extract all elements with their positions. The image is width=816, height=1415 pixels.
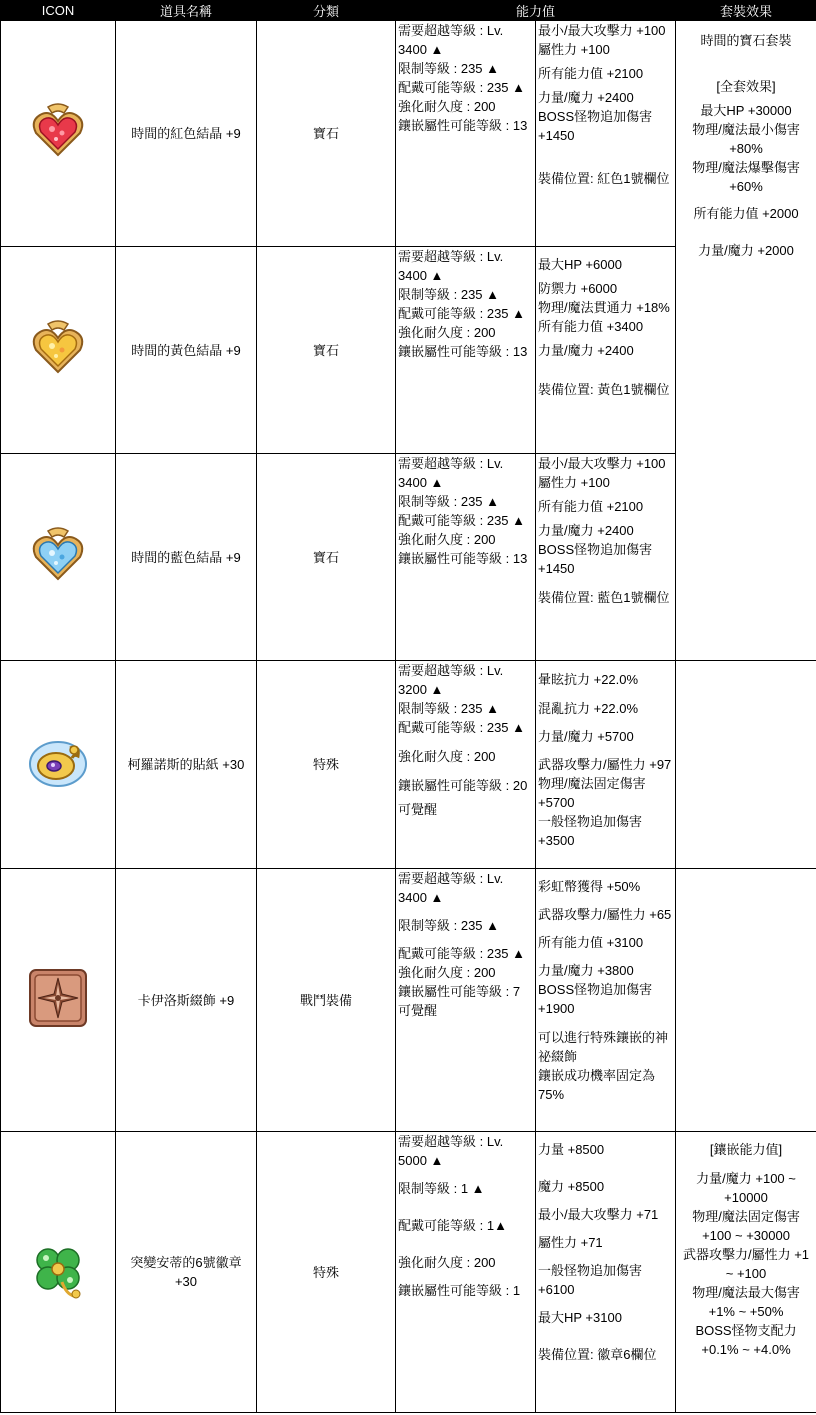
req-line: 需要超越等級 : Lv. 5000 ▲ (398, 1134, 504, 1168)
req-line: 配戴可能等級 : 235 ▲ (398, 80, 526, 95)
req-line: 鑲嵌屬性可能等級 : 13 (398, 551, 528, 566)
stat-line: 武器攻擊力/屬性力 +97 (538, 757, 672, 772)
stat-line: BOSS怪物追加傷害 +1450 (538, 542, 653, 576)
item-category: 寶石 (257, 454, 396, 661)
req-line: 鑲嵌屬性可能等級 : 13 (398, 344, 528, 359)
stat-line: 最小/最大攻擊力 +100 (538, 23, 666, 38)
stat-line: 力量/魔力 +2400 (538, 343, 634, 358)
requirements-cell (396, 454, 536, 661)
stat-line: 物理/魔法固定傷害 +5700 (538, 776, 646, 810)
set-effect-line: 武器攻擊力/屬性力 +1 ~ +100 (682, 1247, 810, 1281)
item-name: 柯羅諾斯的貼紙 +30 (116, 661, 257, 869)
stat-line: 裝備位置: 徽章6欄位 (538, 1347, 657, 1362)
stat-line: BOSS怪物追加傷害 +1450 (538, 109, 653, 143)
req-line: 鑲嵌屬性可能等級 : 13 (398, 118, 528, 133)
set-inlay-label: [鑲嵌能力值] (709, 1142, 783, 1157)
set-effect-line: 所有能力值 +2000 (693, 206, 799, 221)
stat-line: 武器攻擊力/屬性力 +65 (538, 907, 672, 922)
header-stats: 能力值 (396, 1, 676, 21)
req-line: 限制等級 : 235 ▲ (398, 918, 500, 933)
stat-line: 一般怪物追加傷害 +6100 (538, 1263, 643, 1297)
req-line: 可覺醒 (398, 1003, 438, 1018)
requirements-cell (396, 869, 536, 1132)
set-full-label: [全套效果] (716, 79, 776, 94)
req-line: 可覺醒 (398, 802, 438, 817)
req-line: 強化耐久度 : 200 (398, 1255, 496, 1270)
stat-line: 防禦力 +6000 (538, 281, 618, 296)
icon-cell (1, 454, 116, 661)
req-line: 鑲嵌屬性可能等級 : 20 (398, 778, 528, 793)
stat-line: 所有能力值 +3100 (538, 935, 644, 950)
req-line: 限制等級 : 235 ▲ (398, 287, 500, 302)
header-item-name: 道具名稱 (116, 1, 257, 21)
header-set-effect: 套裝效果 (676, 1, 816, 21)
stat-line: 力量/魔力 +5700 (538, 729, 634, 744)
set-effect-cell (676, 21, 816, 661)
req-line: 配戴可能等級 : 235 ▲ (398, 306, 526, 321)
stat-line: 力量/魔力 +3800 (538, 963, 634, 978)
stat-line: 力量/魔力 +2400 (538, 90, 634, 105)
header-row (1, 1, 816, 21)
red-time-crystal-icon (26, 99, 90, 163)
req-line: 強化耐久度 : 200 (398, 749, 496, 764)
blue-time-crystal-icon (26, 523, 90, 587)
stat-line: 最大HP +3100 (538, 1310, 622, 1325)
stat-line: 鑲嵌成功機率固定為75% (538, 1068, 656, 1102)
set-effect-line: 力量/魔力 +2000 (698, 243, 794, 258)
stat-line: 裝備位置: 紅色1號欄位 (538, 171, 670, 186)
table-row (1, 21, 816, 247)
clover-badge-icon (26, 1238, 90, 1302)
stats-cell (536, 661, 676, 869)
req-line: 強化耐久度 : 200 (398, 965, 496, 980)
stat-line: 屬性力 +100 (538, 42, 610, 57)
stat-line: BOSS怪物追加傷害 +1900 (538, 982, 653, 1016)
stat-line: 力量/魔力 +2400 (538, 523, 634, 538)
req-line: 配戴可能等級 : 235 ▲ (398, 720, 526, 735)
requirements-cell (396, 21, 536, 247)
stat-line: 物理/魔法貫通力 +18% (538, 300, 670, 315)
req-line: 需要超越等級 : Lv. 3200 ▲ (398, 663, 504, 697)
stat-line: 最大HP +6000 (538, 257, 622, 272)
stat-line: 裝備位置: 黃色1號欄位 (538, 382, 670, 397)
item-name: 時間的黃色結晶 +9 (116, 247, 257, 454)
req-line: 限制等級 : 235 ▲ (398, 61, 500, 76)
item-name: 時間的紅色結晶 +9 (116, 21, 257, 247)
icon-cell (1, 1132, 116, 1413)
req-line: 限制等級 : 1 ▲ (398, 1181, 485, 1196)
req-line: 配戴可能等級 : 235 ▲ (398, 513, 526, 528)
stat-line: 裝備位置: 藍色1號欄位 (538, 590, 670, 605)
item-name: 突變安蒂的6號徽章 +30 (116, 1132, 257, 1413)
icon-cell (1, 661, 116, 869)
item-category: 寶石 (257, 247, 396, 454)
kaiross-ornament-icon (26, 966, 90, 1030)
set-effect-line: 物理/魔法爆擊傷害 +60% (692, 160, 800, 194)
req-line: 強化耐久度 : 200 (398, 325, 496, 340)
icon-cell (1, 21, 116, 247)
stat-line: 混亂抗力 +22.0% (538, 701, 639, 716)
table-row (1, 661, 816, 869)
req-line: 配戴可能等級 : 1▲ (398, 1218, 507, 1233)
req-line: 配戴可能等級 : 235 ▲ (398, 946, 526, 961)
req-line: 需要超越等級 : Lv. 3400 ▲ (398, 871, 504, 905)
stat-line: 可以進行特殊鑲嵌的神祕綴飾 (538, 1030, 669, 1064)
icon-cell (1, 869, 116, 1132)
stat-line: 彩虹幣獲得 +50% (538, 879, 641, 894)
set-effect-empty (676, 869, 816, 1132)
header-category: 分類 (257, 1, 396, 21)
set-effect-line: 物理/魔法最大傷害 +1% ~ +50% (692, 1285, 800, 1319)
set-effect-line: 物理/魔法固定傷害 +100 ~ +30000 (692, 1209, 800, 1243)
req-line: 需要超越等級 : Lv. 3400 ▲ (398, 23, 504, 57)
set-effect-line: 力量/魔力 +100 ~ +10000 (696, 1171, 796, 1205)
stat-line: 最小/最大攻擊力 +100 (538, 456, 666, 471)
stat-line: 所有能力值 +2100 (538, 66, 644, 81)
stats-cell (536, 454, 676, 661)
set-effect-line: BOSS怪物支配力 +0.1% ~ +4.0% (695, 1323, 797, 1357)
item-name: 時間的藍色結晶 +9 (116, 454, 257, 661)
header-icon: ICON (1, 1, 116, 21)
requirements-cell (396, 1132, 536, 1413)
stats-cell (536, 247, 676, 454)
set-effect-empty (676, 661, 816, 869)
table-row (1, 869, 816, 1132)
req-line: 強化耐久度 : 200 (398, 99, 496, 114)
req-line: 限制等級 : 235 ▲ (398, 701, 500, 716)
stat-line: 一般怪物追加傷害 +3500 (538, 814, 643, 848)
stat-line: 所有能力值 +2100 (538, 499, 644, 514)
req-line: 強化耐久度 : 200 (398, 532, 496, 547)
set-effect-line: 最大HP +30000 (700, 103, 792, 118)
stats-cell (536, 21, 676, 247)
stat-line: 最小/最大攻擊力 +71 (538, 1207, 659, 1222)
stat-line: 屬性力 +100 (538, 475, 610, 490)
item-category: 特殊 (257, 661, 396, 869)
item-category: 寶石 (257, 21, 396, 247)
set-title: 時間的寶石套裝 (700, 33, 792, 48)
set-effect-cell (676, 1132, 816, 1413)
stats-cell (536, 1132, 676, 1413)
item-category: 特殊 (257, 1132, 396, 1413)
chronos-sticker-icon (26, 730, 90, 794)
stat-line: 屬性力 +71 (538, 1235, 603, 1250)
stat-line: 力量 +8500 (538, 1142, 605, 1157)
stat-line: 暈眩抗力 +22.0% (538, 672, 639, 687)
req-line: 鑲嵌屬性可能等級 : 7 (398, 984, 521, 999)
stat-line: 魔力 +8500 (538, 1179, 605, 1194)
requirements-cell (396, 247, 536, 454)
item-category: 戰鬥裝備 (257, 869, 396, 1132)
req-line: 需要超越等級 : Lv. 3400 ▲ (398, 249, 504, 283)
stat-line: 所有能力值 +3400 (538, 319, 644, 334)
item-name: 卡伊洛斯綴飾 +9 (116, 869, 257, 1132)
requirements-cell (396, 661, 536, 869)
req-line: 需要超越等級 : Lv. 3400 ▲ (398, 456, 504, 490)
yellow-time-crystal-icon (26, 316, 90, 380)
icon-cell (1, 247, 116, 454)
req-line: 限制等級 : 235 ▲ (398, 494, 500, 509)
stats-cell (536, 869, 676, 1132)
req-line: 鑲嵌屬性可能等級 : 1 (398, 1283, 521, 1298)
table-row (1, 1132, 816, 1413)
set-effect-line: 物理/魔法最小傷害 +80% (692, 122, 800, 156)
